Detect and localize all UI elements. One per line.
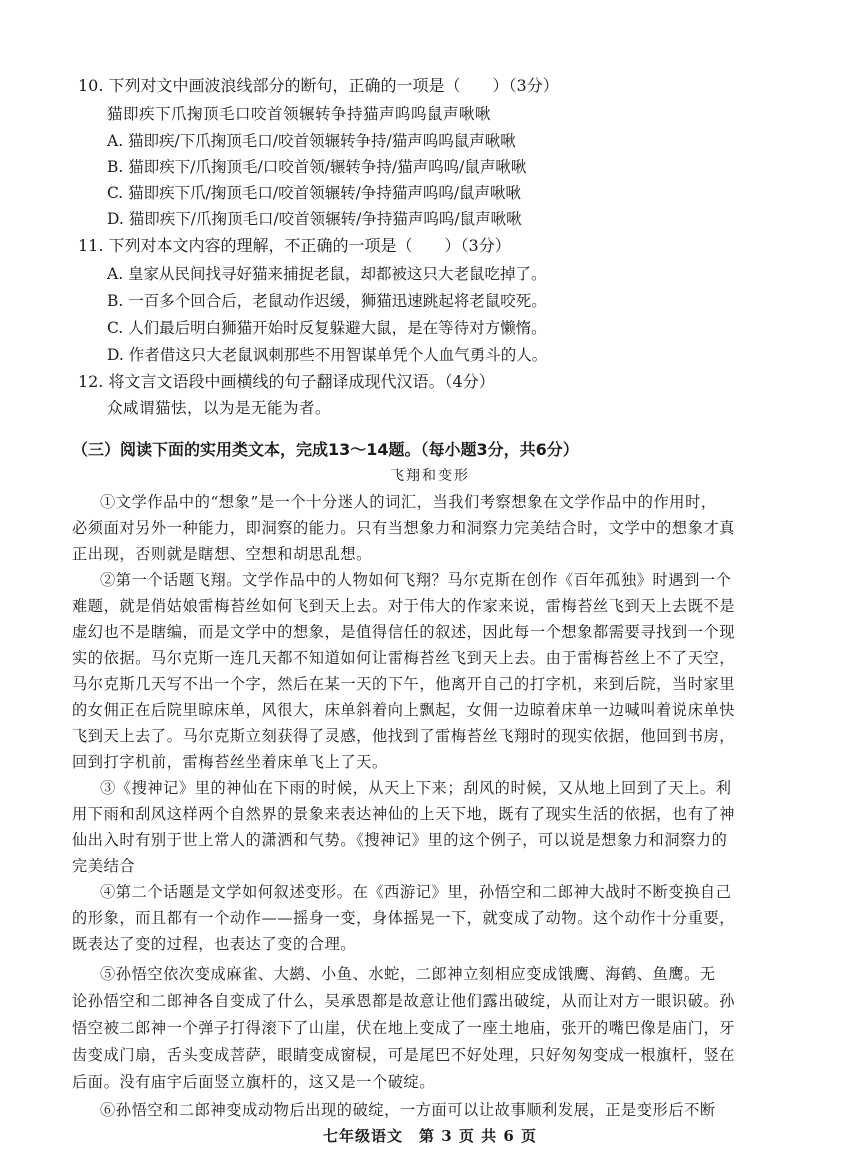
paragraph-line: 的形象，而且都有一个动作——摇身一变，身体摇晃一下，就变成了动物。这个动作十分重要， [72,909,736,927]
question-11-option-a: A. 皇家从民间找寻好猫来捕捉老鼠，却都被这只大老鼠吃掉了。 [107,265,547,283]
question-10-option-a: A. 猫即疾/下爪掬顶毛口/咬首领辗转争持/猫声呜呜鼠声啾啾 [107,132,516,150]
section-heading: （三）阅读下面的实用类文本，完成13～14题。（每小题3分，共6分） [72,440,579,459]
question-12-text: 众咸谓猫怯，以为是无能为者。 [107,399,332,417]
paragraph-line: 正出现，否则就是瞎想、空想和胡思乱想。 [72,545,372,563]
paragraph-line: 用下雨和刮风这样两个自然界的景象来表达神仙的上天下地，既有了现实生活的依据，也有了神 [72,805,736,823]
paragraph-line: ③《搜神记》里的神仙在下雨的时候，从天上下来；刮风的时候，又从地上回到了天上。利 [100,779,732,797]
question-10-text: 猫即疾下爪掬顶毛口咬首领辗转争持猫声呜呜鼠声啾啾 [107,105,492,123]
paragraph-line: 马尔克斯几天写不出一个字，然后在某一天的下午，他离开自己的打字机，来到后院，当时家里 [72,675,736,693]
paragraph-line: 难题，就是俏姑娘雷梅苔丝如何飞到天上去。对于伟大的作家来说，雷梅苔丝飞到天上去既不是 [72,597,736,615]
paragraph-line: 仙出入时有别于世上常人的潇洒和气势。《搜神记》里的这个例子，可以说是想象力和洞察力的 [72,831,728,849]
question-11-option-b: B. 一百多个回合后，老鼠动作迟缓，狮猫迅速跳起将老鼠咬死。 [107,292,547,310]
question-10-stem: 10. 下列对文中画波浪线部分的断句，正确的一项是（ ）（3分） [78,76,559,95]
paragraph-line: ①文学作品中的“想象”是一个十分迷人的词汇，当我们考察想象在文学作品中的作用时， [100,493,717,511]
question-10-option-c: C. 猫即疾下爪/掬顶毛口/咬首领辗转/争持猫声呜呜/鼠声啾啾 [107,184,522,202]
paragraph-line: 论孙悟空和二郎神各自变成了什么，吴承恩都是故意让他们露出破绽，从而让对方一眼识破。孙 [72,992,736,1010]
article-title: 飞翔和变形 [390,468,470,484]
paragraph-line: 实的依据。马尔克斯一连几天都不知道如何让雷梅苔丝飞到天上去。由于雷梅苔丝上不了天空， [72,649,736,667]
paragraph-line: 悟空被二郎神一个弹子打得滚下了山崖，伏在地上变成了一座土地庙，张开的嘴巴像是庙门，牙 [72,1019,736,1037]
paragraph-line: 既表达了变的过程，也表达了变的合理。 [72,935,357,953]
question-12-stem: 12. 将文言文语段中画横线的句子翻译成现代汉语。（4分） [78,372,495,391]
paragraph-line: ⑥孙悟空和二郎神变成动物后出现的破绽，一方面可以让故事顺利发展，正是变形后不断 [100,1101,716,1119]
paragraph-line: 完美结合 [72,857,136,875]
paragraph-line: 必须面对另外一种能力，即洞察的能力。只有当想象力和洞察力完美结合时，文学中的想象才真 [72,519,736,537]
question-11-option-c: C. 人们最后明白狮猫开始时反复躲避大鼠，是在等待对方懒惰。 [107,319,547,337]
paragraph-line: 飞到天上去了。马尔克斯立刻获得了灵感，他找到了雷梅苔丝飞翔时的现实依据，他回到书房， [72,727,736,745]
question-11-option-d: D. 作者借这只大老鼠讽刺那些不用智谋单凭个人血气勇斗的人。 [107,346,548,364]
question-10-option-d: D. 猫即疾下/爪掬顶毛口/咬首领辗转/争持猫声呜呜/鼠声啾啾 [107,210,522,228]
paragraph-line: ④第二个话题是文学如何叙述变形。在《西游记》里，孙悟空和二郎神大战时不断变换自己 [100,883,732,901]
paragraph-line: 虚幻也不是瞎编，而是文学中的想象，是值得信任的叙述，因此每一个想象都需要寻找到一个现 [72,623,736,641]
paragraph-line: ②第一个话题飞翔。文学作品中的人物如何飞翔？马尔克斯在创作《百年孤独》时遇到一个 [100,571,732,589]
paragraph-line: 后面。没有庙宇后面竖立旗杆的，这又是一个破绽。 [72,1073,436,1091]
page-footer: 七年级语文 第 3 页 共 6 页 [323,1127,537,1145]
question-10-option-b: B. 猫即疾下/爪掬顶毛/口咬首领/辗转争持/猫声呜呜/鼠声啾啾 [107,158,527,176]
paragraph-line: 的女佣正在后院里晾床单，风很大，床单斜着向上飘起，女佣一边晾着床单一边喊叫着说床单快 [72,701,736,719]
paragraph-line: ⑤孙悟空依次变成麻雀、大鹚、小鱼、水蛇，二郎神立刻相应变成饿鹰、海鹤、鱼鹰。无 [100,965,716,983]
question-11-stem: 11. 下列对本文内容的理解，不正确的一项是（ ）（3分） [78,236,511,255]
paragraph-line: 回到打字机前，雷梅苔丝坐着床单飞上了天。 [72,753,388,771]
paragraph-line: 齿变成门扇，舌头变成菩萨，眼睛变成窗棂，可是尾巴不好处理，只好匆匆变成一根旗杆，竖在 [72,1046,736,1064]
